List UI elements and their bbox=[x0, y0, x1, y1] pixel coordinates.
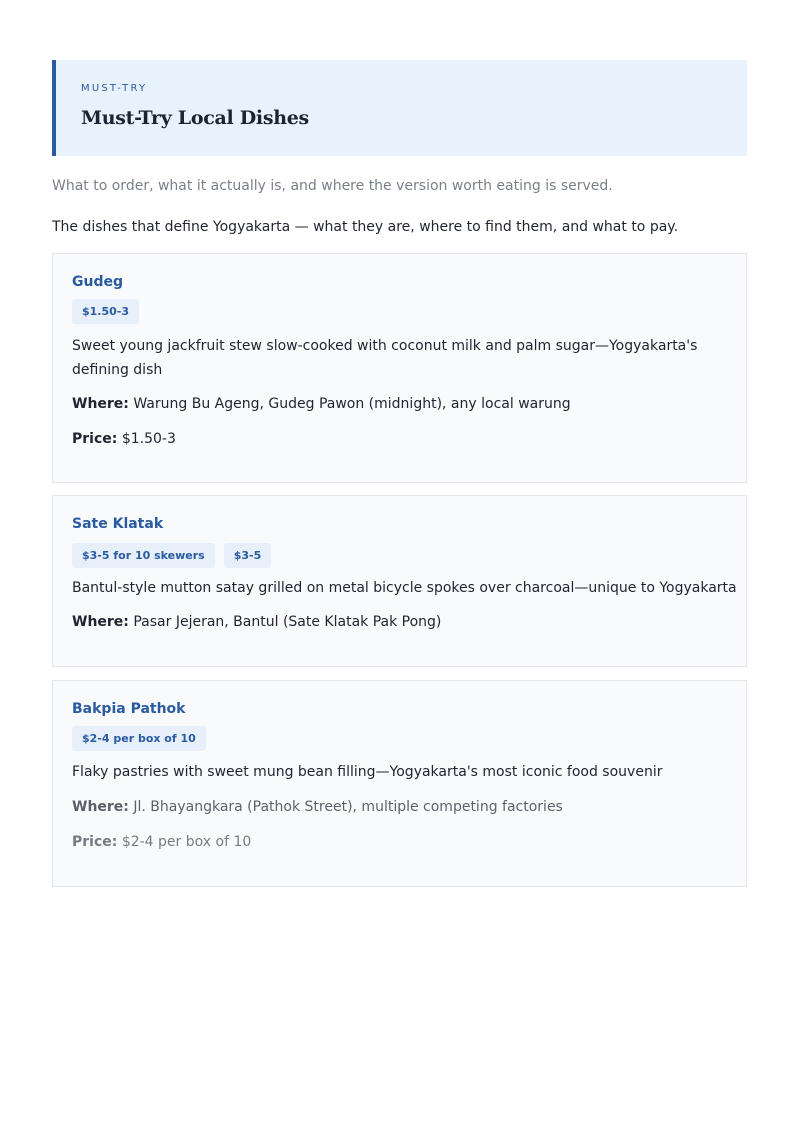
dish-where bbox=[72, 396, 571, 412]
dish-card-bakpia-pathok bbox=[52, 680, 747, 887]
price-tag: $3-5 bbox=[224, 543, 272, 568]
price-tag: $2-4 per box of 10 bbox=[72, 726, 206, 751]
price-label: Price: bbox=[72, 834, 118, 850]
dish-description: Flaky pastries with sweet mung bean filling—Yogyakarta's most iconic food souvenir bbox=[72, 764, 663, 780]
dish-name: Bakpia Pathok bbox=[72, 701, 186, 717]
dish-tags bbox=[72, 726, 206, 751]
section-eyebrow: MUST-TRY bbox=[81, 83, 148, 94]
price-value: $1.50-3 bbox=[121, 431, 176, 447]
where-label: Where: bbox=[72, 396, 129, 412]
dish-tags bbox=[72, 299, 139, 324]
dish-description: Bantul-style mutton satay grilled on metal bicycle spokes over charcoal—unique to Yogyakarta bbox=[72, 580, 737, 596]
dish-description: Sweet young jackfruit stew slow-cooked with coconut milk and palm sugar—Yogyakarta's defining dish bbox=[72, 338, 698, 378]
dish-name: Sate Klatak bbox=[72, 516, 164, 532]
dish-where bbox=[72, 614, 441, 630]
section-lede: What to order, what it actually is, and where the version worth eating is served. bbox=[52, 178, 613, 194]
where-label: Where: bbox=[72, 799, 129, 815]
price-value: $2-4 per box of 10 bbox=[121, 834, 252, 850]
dish-tags bbox=[72, 543, 271, 568]
price-tag: $1.50-3 bbox=[72, 299, 139, 324]
section-header bbox=[52, 60, 747, 156]
price-label: Price: bbox=[72, 431, 118, 447]
where-value: Pasar Jejeran, Bantul (Sate Klatak Pak Pong) bbox=[133, 614, 442, 630]
section-intro: The dishes that define Yogyakarta — what they are, where to find them, and what to pay. bbox=[52, 219, 679, 235]
where-label: Where: bbox=[72, 614, 129, 630]
dish-price bbox=[72, 431, 176, 447]
dish-where bbox=[72, 799, 563, 815]
dish-card-gudeg bbox=[52, 253, 747, 483]
dish-name: Gudeg bbox=[72, 274, 123, 290]
section-title: Must-Try Local Dishes bbox=[81, 107, 309, 129]
dish-card-sate-klatak bbox=[52, 495, 747, 667]
where-value: Jl. Bhayangkara (Pathok Street), multiple competing factories bbox=[133, 799, 563, 815]
dish-price bbox=[72, 834, 251, 850]
where-value: Warung Bu Ageng, Gudeg Pawon (midnight), any local warung bbox=[133, 396, 571, 412]
price-tag: $3-5 for 10 skewers bbox=[72, 543, 215, 568]
